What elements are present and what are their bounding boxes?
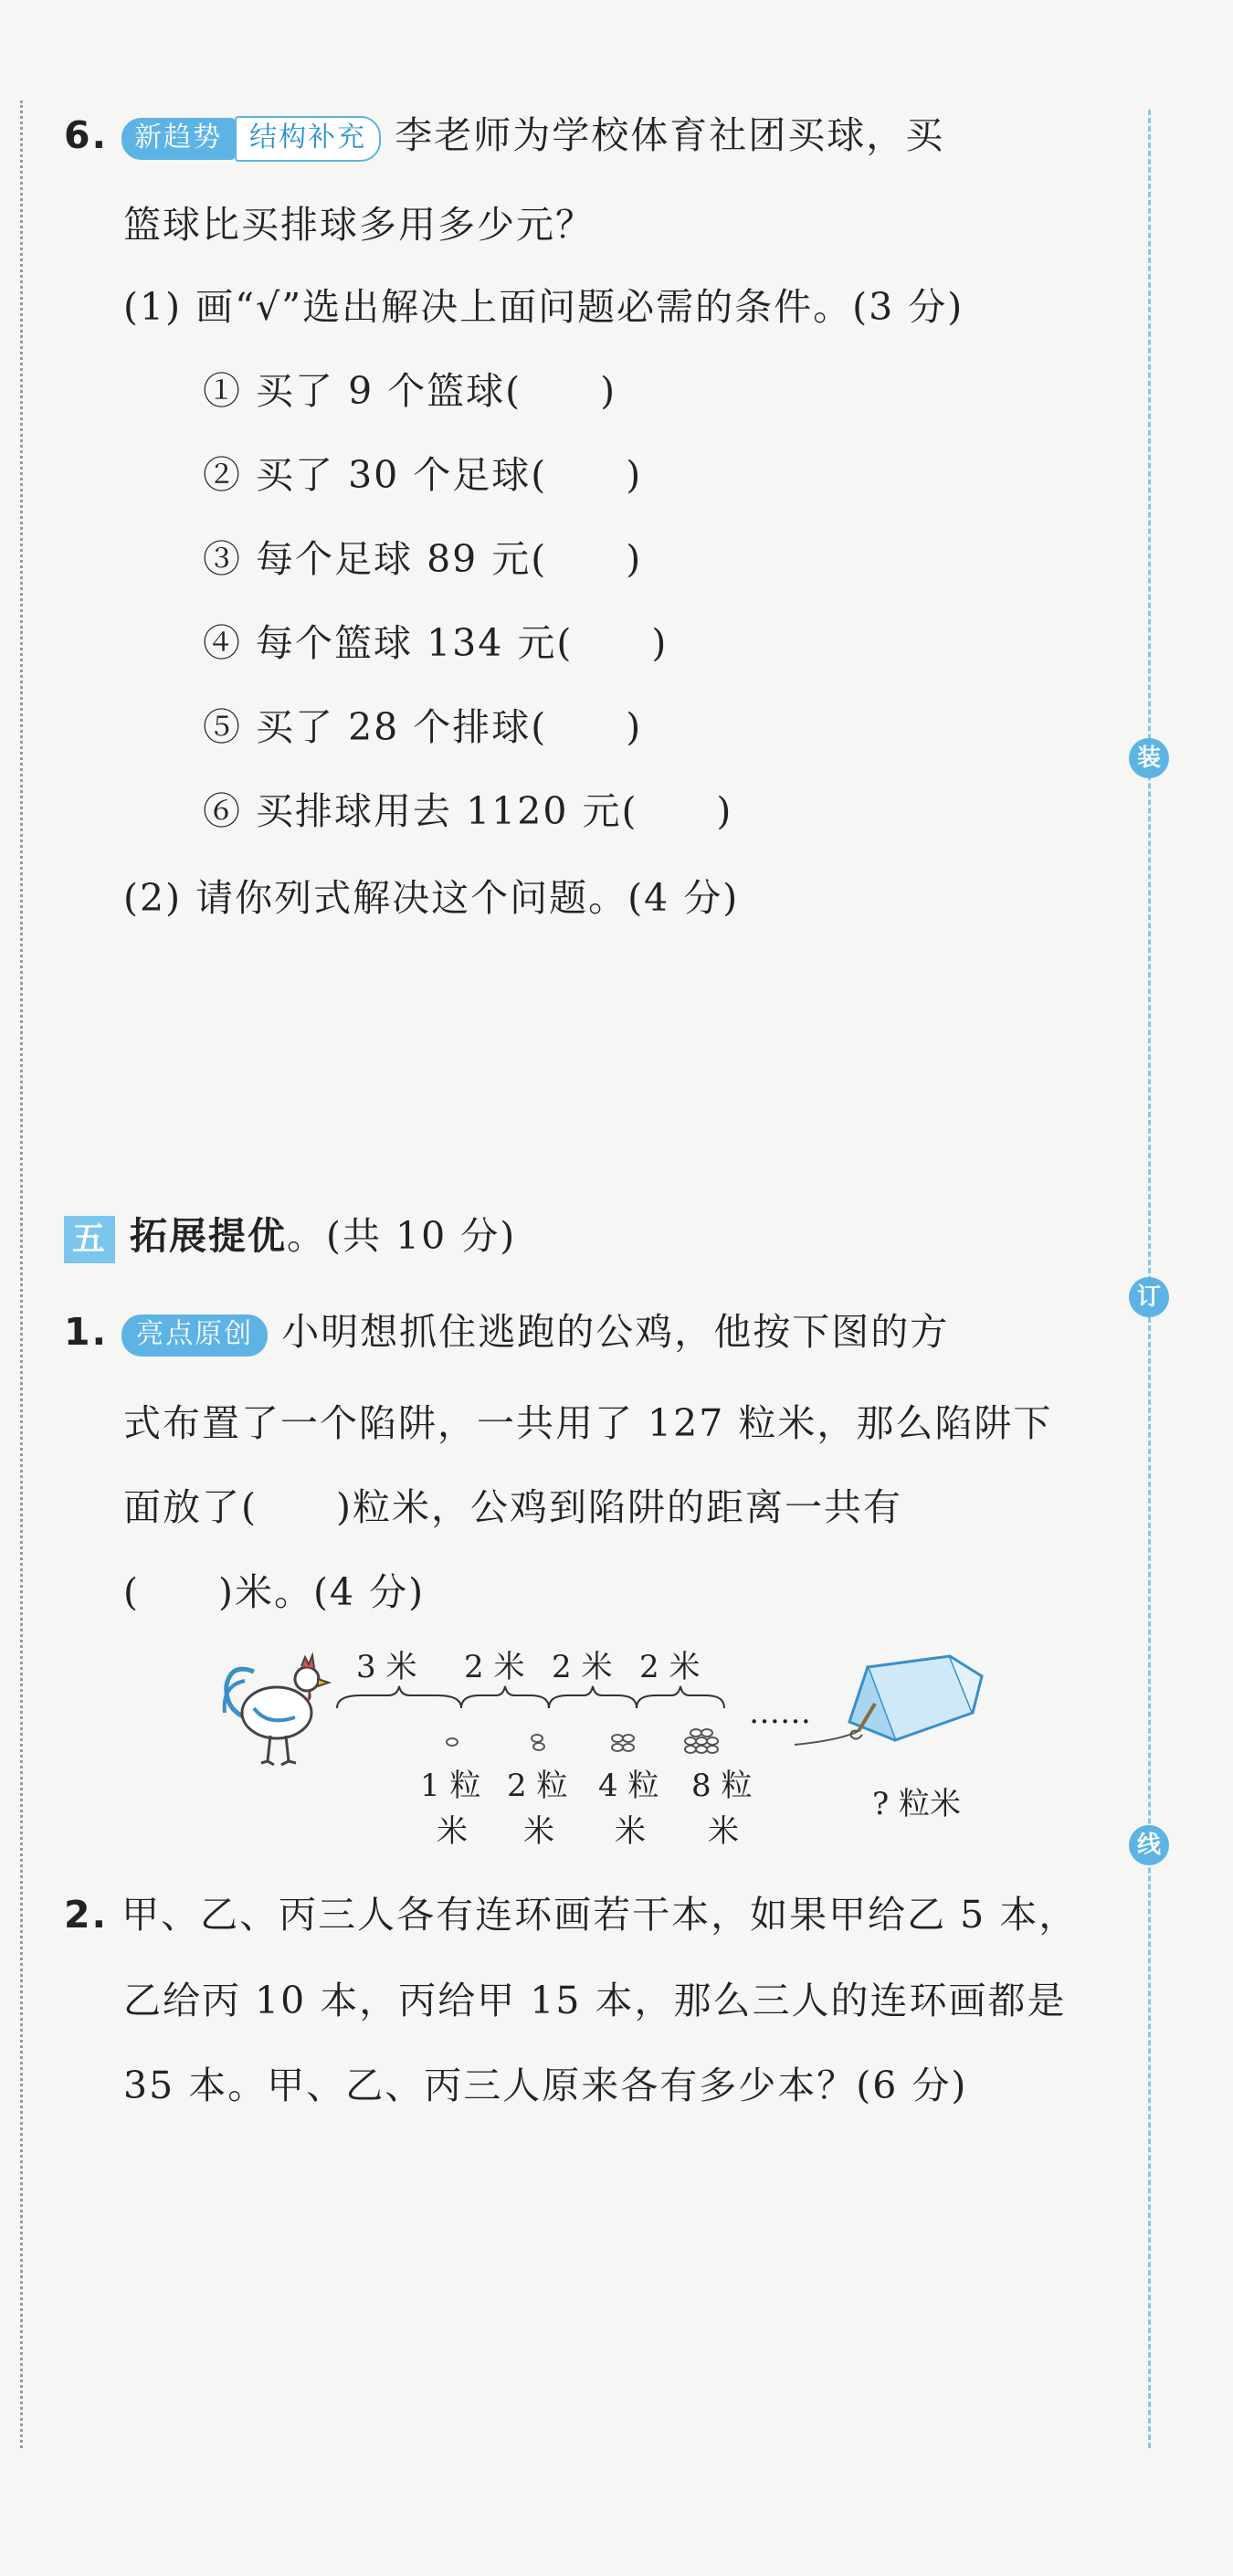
q6-option-6: ⑥ 买排球用去 1120 元( ) bbox=[203, 789, 733, 833]
q6-option-3: ③ 每个足球 89 元( ) bbox=[203, 537, 643, 581]
section5-header bbox=[64, 1210, 516, 1263]
q6-text-line1: 李老师为学校体育社团买球，买 bbox=[395, 113, 945, 157]
q6-option-2: ② 买了 30 个足球( ) bbox=[203, 453, 643, 497]
distance-label-1: 3 米 bbox=[356, 1649, 417, 1685]
tag-structure-supplement: 结构补充 bbox=[235, 116, 381, 162]
q6-sub2: (2) 请你列式解决这个问题。(4 分) bbox=[123, 876, 740, 920]
section5-title: 拓展提优 bbox=[130, 1214, 287, 1258]
q6-sub1: (1) 画“√”选出解决上面问题必需的条件。(3 分) bbox=[123, 285, 964, 329]
q2-first-line bbox=[64, 1889, 1078, 1940]
trap-box-illustration bbox=[785, 1649, 1005, 1768]
tag-new-trend: 新趋势 bbox=[121, 118, 235, 160]
q2-text-line3: 35 本。甲、乙、丙三人原来各有多少本？(6 分) bbox=[123, 2064, 968, 2107]
q1-first-line bbox=[64, 1306, 949, 1357]
margin-label-ding: 订 bbox=[1129, 1277, 1169, 1317]
margin-label-zhuang: 装 bbox=[1129, 738, 1169, 778]
rice-grain-piles bbox=[429, 1722, 740, 1758]
figure-ellipsis: …… bbox=[749, 1694, 811, 1731]
q2-text-line2: 乙给丙 10 本，丙给甲 15 本，那么三人的连环画都是 bbox=[123, 1979, 1067, 2022]
q1-text-line2: 式布置了一个陷阱，一共用了 127 粒米，那么陷阱下 bbox=[123, 1401, 1053, 1445]
section5-score: 。(共 10 分) bbox=[287, 1214, 517, 1258]
q6-option-5: ⑤ 买了 28 个排球( ) bbox=[203, 705, 643, 749]
distance-label-4: 2 米 bbox=[639, 1649, 701, 1685]
grain-unit-4: 米 bbox=[708, 1813, 739, 1850]
q6-text-line2: 篮球比买排球多用多少元？ bbox=[123, 203, 595, 247]
grain-count-2: 2 粒 bbox=[507, 1768, 568, 1804]
grain-count-1: 1 粒 bbox=[420, 1768, 481, 1804]
q1-text-line4: ( )米。(4 分) bbox=[123, 1570, 426, 1614]
rooster-illustration bbox=[217, 1644, 336, 1772]
margin-label-xian: 线 bbox=[1129, 1825, 1169, 1865]
q2-text-line1: 甲、乙、丙三人各有连环画若干本，如果甲给乙 5 本， bbox=[121, 1893, 1079, 1937]
q2-number: 2. bbox=[64, 1893, 109, 1937]
distance-braces bbox=[333, 1681, 754, 1717]
grain-count-3: 4 粒 bbox=[598, 1768, 659, 1804]
section5-index: 五 bbox=[64, 1216, 115, 1263]
q1-text-line1: 小明想抓住逃跑的公鸡，他按下图的方 bbox=[281, 1310, 950, 1354]
grain-unit-3: 米 bbox=[615, 1813, 646, 1850]
tag-original-highlight: 亮点原创 bbox=[121, 1314, 268, 1357]
q6-option-1: ① 买了 9 个篮球( ) bbox=[203, 369, 617, 413]
distance-label-2: 2 米 bbox=[464, 1649, 525, 1685]
q1-text-line3: 面放了( )粒米，公鸡到陷阱的距离一共有 bbox=[123, 1485, 902, 1529]
q6-number: 6. bbox=[64, 113, 109, 157]
q6-first-line bbox=[64, 110, 944, 162]
grain-count-4: 8 粒 bbox=[691, 1768, 753, 1804]
left-binding-dots bbox=[20, 100, 23, 2448]
grain-unit-1: 米 bbox=[437, 1813, 468, 1850]
grain-unit-2: 米 bbox=[523, 1813, 554, 1850]
q6-option-4: ④ 每个篮球 134 元( ) bbox=[203, 621, 669, 665]
distance-label-3: 2 米 bbox=[552, 1649, 613, 1685]
trap-grain-label: ? 粒米 bbox=[872, 1786, 962, 1822]
q1-number: 1. bbox=[64, 1310, 109, 1354]
